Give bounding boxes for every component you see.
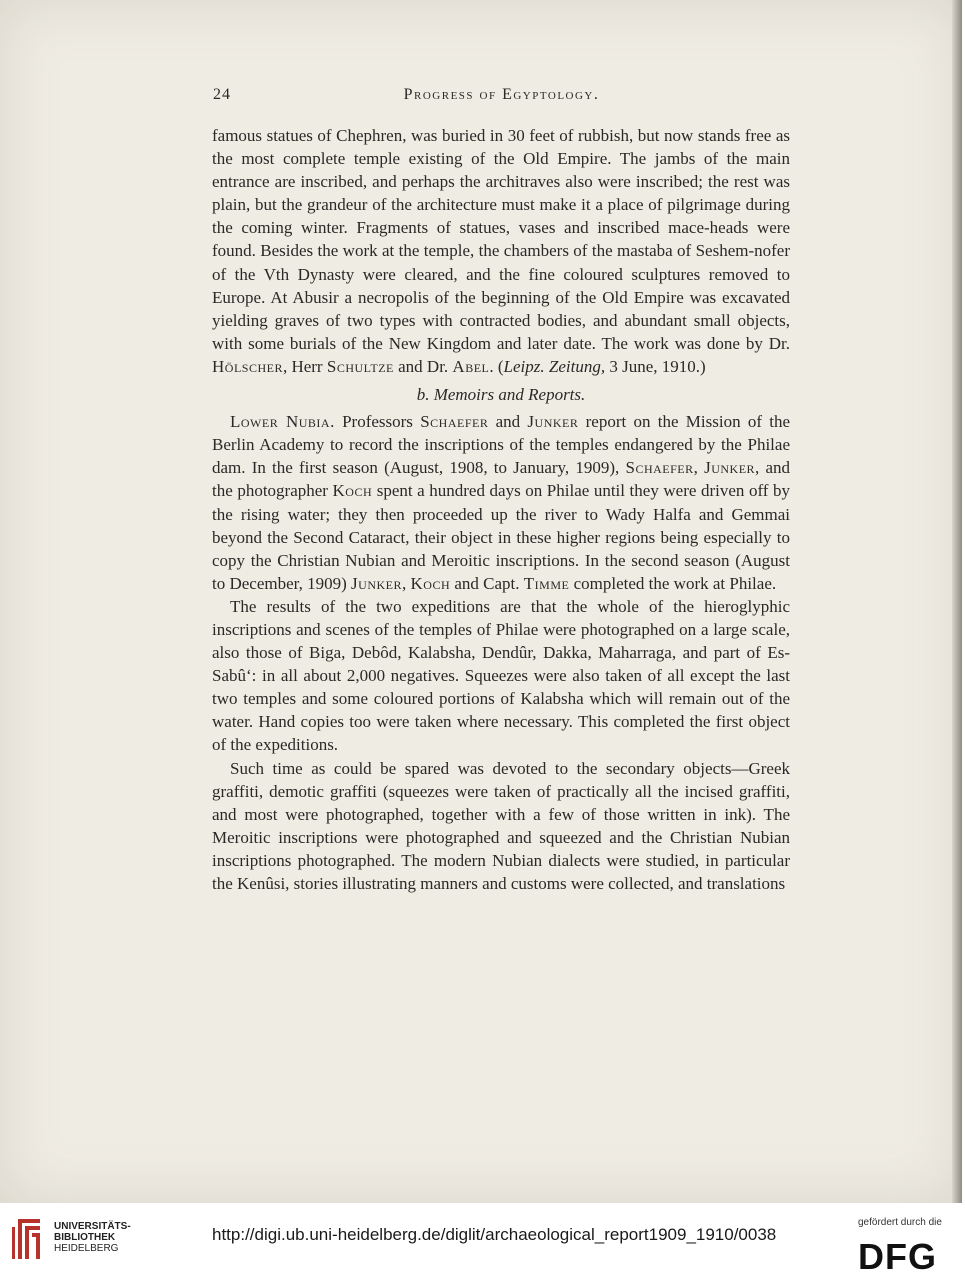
running-title: Progress of Egyptology. (403, 86, 600, 103)
library-line-2: BIBLIOTHEK (54, 1232, 116, 1243)
text-run: Professors (342, 412, 413, 432)
name-schaefer: Schaefer (625, 458, 694, 478)
text-run: . ( (489, 356, 504, 376)
permalink-url[interactable]: http://digi.ub.uni-heidelberg.de/diglit/archaeological_report1909_1910/0038 (212, 1225, 777, 1244)
citation: Leipz. Zeitung, (503, 356, 606, 376)
dfg-logo[interactable]: DFG (858, 1236, 937, 1277)
text-run: , (693, 458, 698, 478)
section-heading: b. Memoirs and Reports. (416, 385, 586, 405)
text-run: completed the work at Philae. (573, 573, 777, 593)
paragraph-1 (212, 124, 790, 378)
text-run: , Herr (282, 356, 323, 376)
university-library-logo-icon[interactable] (10, 1217, 46, 1261)
paragraph-4: Such time as could be spared was devoted to the secondary objects—Greek graffiti, demotic graffiti (squeezes were taken of practically all the incised graffiti, and most were photographed, together with a few of those written in ink). The Meroitic inscriptions were photographed and squeezed and the Christian Nubian inscriptions photographed. The modern Nubian dialects were studied, in particular the Kenûsi, stories illustrating manners and customs were collected, and translations (212, 758, 790, 893)
funding-note: gefördert durch die (858, 1217, 942, 1228)
name-schaefer: Schaefer (420, 412, 489, 432)
name-schultze: Schultze (326, 356, 394, 376)
running-header (213, 86, 790, 110)
text-run: 3 June, 1910.) (609, 356, 706, 376)
text-run: and (495, 412, 521, 432)
text-run: report on the Mission of the Berlin Academy to record the inscriptions of the temples endangered by the Philae dam. In the first season (August, 1908, to January, 1909), (212, 412, 791, 478)
text-run: famous statues of Chephren, was buried in 30 feet of rubbish, but now stands free as the most complete temple existing of the Old Empire. The jambs of the main entrance are inscribed, and perhaps the architraves also were inscribed; the rest was plain, but the grandeur of the architecture must make it a place of pilgrimage during the coming winter. Fragments of statues, vases and inscribed mace-heads were found. Besides the work at the temple, the chambers of the mastaba of Seshem-nofer of the Vth Dynasty were cleared, and the fine coloured sculptures removed to Europe. At Abusir a necropolis of the beginning of the Old Empire was excavated yielding graves of two types with contracted bodies, and abundant small objects, with some burials of the New Kingdom and later date. The work was done by Dr. (212, 126, 790, 353)
name-timme: Timme (523, 573, 570, 593)
text-run: and Dr. (398, 356, 449, 376)
name-junker: Junker (527, 412, 579, 432)
name-koch: Koch (332, 481, 373, 501)
lead-in: Lower Nubia. (230, 412, 335, 432)
name-junker: Junker (351, 573, 402, 593)
paragraph-3: The results of the two expeditions are that the whole of the hieroglyphic inscriptions and scenes of the temples of Philae were photographed on a large scale, also those of Biga, Debôd, Kalabsha, Dendûr, Dakka, Maharraga, and part of Es-Sabû‘: in all about 2,000 negatives. Squeezes were also taken of all except the last two temples and some coloured portions of Kalabsha which will remain out of the water. Hand copies too were taken where necessary. This completed the first object of the expeditions. (212, 596, 790, 755)
body-text (212, 124, 790, 895)
university-library-name (54, 1221, 131, 1254)
paragraph-2 (212, 410, 790, 595)
name-abel: Abel (452, 356, 490, 376)
name-junker: Junker (704, 458, 756, 478)
page-gutter (952, 0, 962, 1203)
library-line-3: HEIDELBERG (54, 1243, 119, 1254)
text-run: and Capt. (454, 573, 520, 593)
text-run: , (402, 573, 407, 593)
page-number: 24 (213, 86, 231, 103)
name-holscher: Hölscher (212, 356, 283, 376)
name-koch: Koch (410, 573, 451, 593)
text-run: spent a hundred days on Philae until they were driven off by the rising water; they then proceeded up the river to Wady Halfa and Gemmai beyond the Second Cataract, their object in these higher regions being especially to copy the Christian Nubian and Meroitic inscriptions. In the second season (August to December, 1909) (212, 481, 791, 593)
text-run: , and the photographer (212, 458, 791, 501)
library-line-1: UNIVERSITÄTS- (54, 1221, 131, 1232)
